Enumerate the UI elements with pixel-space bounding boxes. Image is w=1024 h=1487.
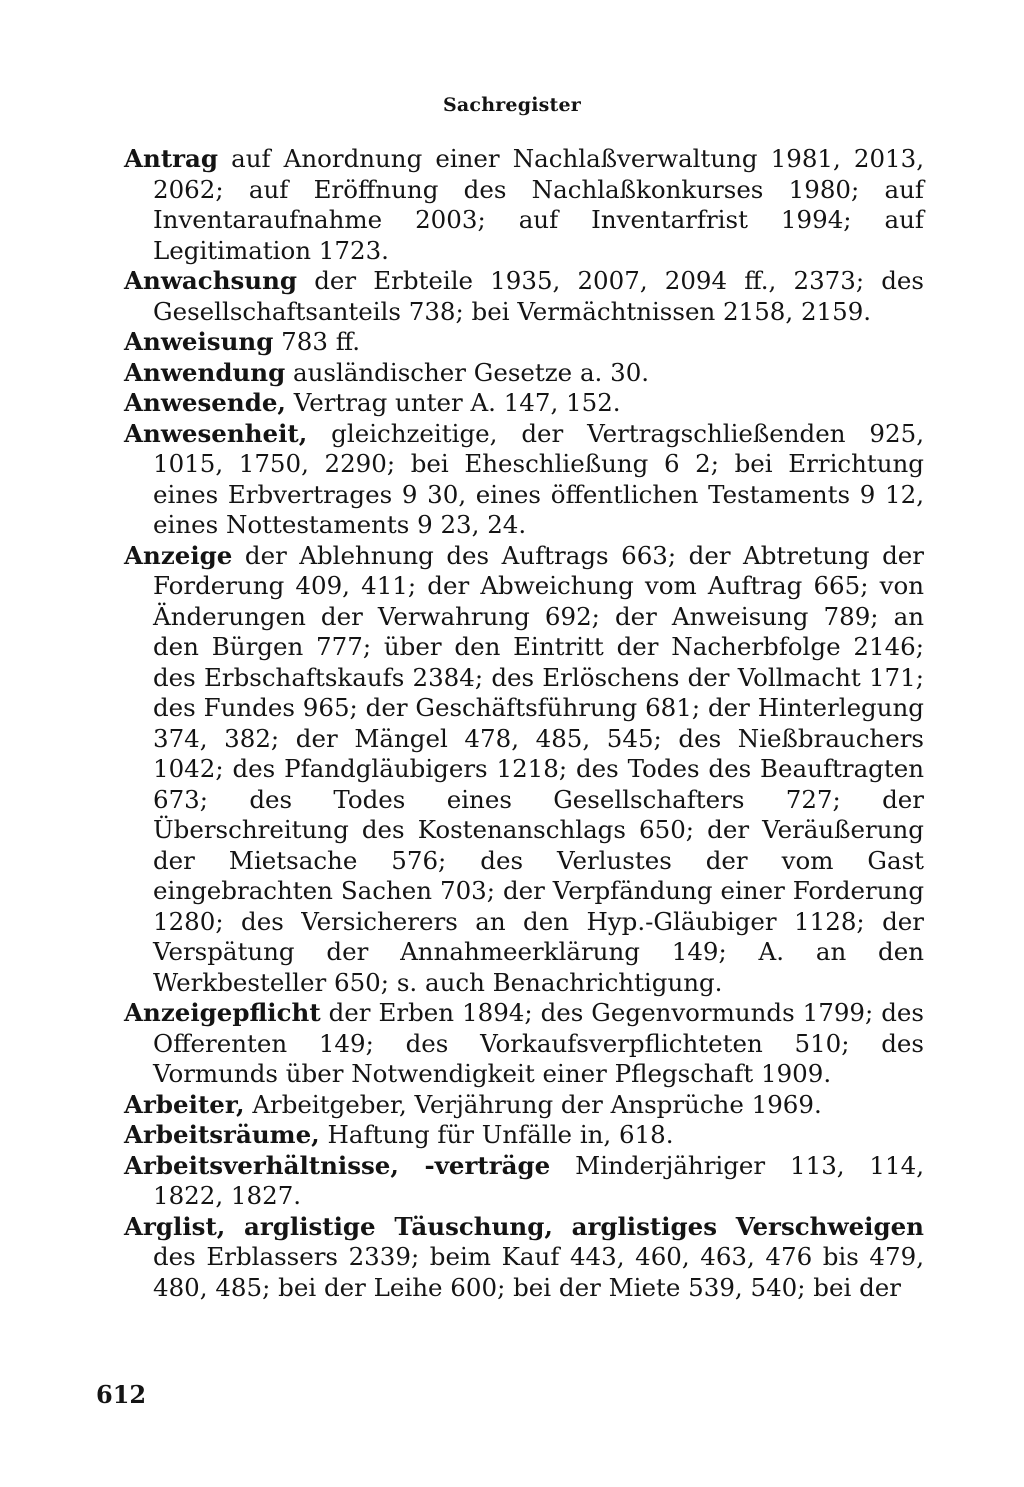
index-entry: [124, 541, 924, 999]
entry-text: Haftung für Unfälle in, 618.: [327, 1120, 674, 1149]
entry-term: Anzeigepflicht: [124, 998, 321, 1027]
entry-text: Vertrag unter A. 147, 152.: [293, 388, 621, 417]
index-entry: [124, 1212, 924, 1304]
entry-term: Arbeiter,: [124, 1089, 245, 1119]
index-entry: [124, 998, 924, 1090]
index-entries: [124, 144, 924, 1303]
index-entry: [124, 266, 924, 327]
running-head: Sachregister: [443, 94, 581, 116]
entry-text: des Erblassers 2339; beim Kauf 443, 460, 463, 476 bis 479, 480, 485; bei der Leihe 600; bei der Miete 539, 540; bei der: [153, 1242, 924, 1302]
entry-text: 783 ff.: [281, 327, 361, 356]
entry-text: Minderjähriger 113, 114, 1822, 1827.: [153, 1150, 924, 1210]
index-entry: [124, 1120, 924, 1151]
entry-text: ausländischer Gesetze a. 30.: [293, 357, 650, 387]
index-entry: [124, 327, 924, 358]
index-entry: [124, 1151, 924, 1212]
entry-term: Anzeige: [124, 540, 233, 570]
entry-term: Anwachsung: [124, 266, 298, 295]
entry-term: Arbeitsräume,: [124, 1120, 320, 1149]
page-number: 612: [96, 1380, 147, 1409]
entry-text: Arbeitgeber, Verjährung der Ansprüche 1969.: [252, 1089, 822, 1119]
index-entry: [124, 388, 924, 419]
entry-text: der Erbteile 1935, 2007, 2094 ff., 2373; des Gesellschaftsanteils 738; bei Vermächtnissen 2158, 2159.: [153, 266, 924, 326]
entry-term: Anwesenheit,: [124, 418, 308, 448]
entry-term: Anweisung: [124, 327, 274, 356]
index-entry: [124, 419, 924, 541]
index-entry: [124, 144, 924, 266]
entry-term: Anwesende,: [124, 388, 286, 417]
entry-text: auf Anordnung einer Nachlaßverwaltung 1981, 2013, 2062; auf Eröffnung des Nachlaßkonkurses 1980; auf Inventaraufnahme 2003; auf Inventarfrist 1994; auf Legitimation 1723.: [153, 144, 924, 265]
entry-term: Arbeitsverhältnisse, -verträge: [124, 1150, 551, 1180]
entry-term: Anwendung: [124, 357, 286, 387]
index-entry: [124, 358, 924, 389]
entry-term: Antrag: [124, 144, 219, 173]
index-entry: [124, 1090, 924, 1121]
entry-term: Arglist, arglistige Täuschung, arglistiges Verschweigen: [124, 1211, 924, 1241]
entry-text: der Erben 1894; des Gegenvormunds 1799; des Offerenten 149; des Vorkaufsverpflichteten 510; des Vormunds über Notwendigkeit einer Pflegschaft 1909.: [153, 998, 924, 1088]
entry-text: der Ablehnung des Auftrags 663; der Abtretung der Forderung 409, 411; der Abweichung vom Auftrag 665; von Änderungen der Verwahrung 692; der Anweisung 789; an den Bürgen 777; über den Eintritt der Nacherbfolge 2146; des Erbschaftskaufs 2384; des Erlöschens der Vollmacht 171; des Fundes 965; der Geschäftsführung 681; der Hinterlegung 374, 382; der Mängel 478, 485, 545; des Nießbrauchers 1042; des Pfandgläubigers 1218; des Todes des Beauftragten 673; des Todes eines Gesellschafters 727; der Überschreitung des Kostenanschlags 650; der Veräußerung der Mietsache 576; des Verlustes der vom Gast eingebrachten Sachen 703; der Verpfändung einer Forderung 1280; des Versicherers an den Hyp.-Gläubiger 1128; der Verspätung der Annahmeerklärung 149; A. an den Werkbesteller 650; s. auch Benachrichtigung.: [153, 540, 924, 997]
entry-text: gleichzeitige, der Vertragschließenden 925, 1015, 1750, 2290; bei Eheschließung 6 2; bei Errichtung eines Erbvertrages 9 30, eines öffentlichen Testaments 9 12, eines Nottestaments 9 23, 24.: [153, 418, 924, 539]
